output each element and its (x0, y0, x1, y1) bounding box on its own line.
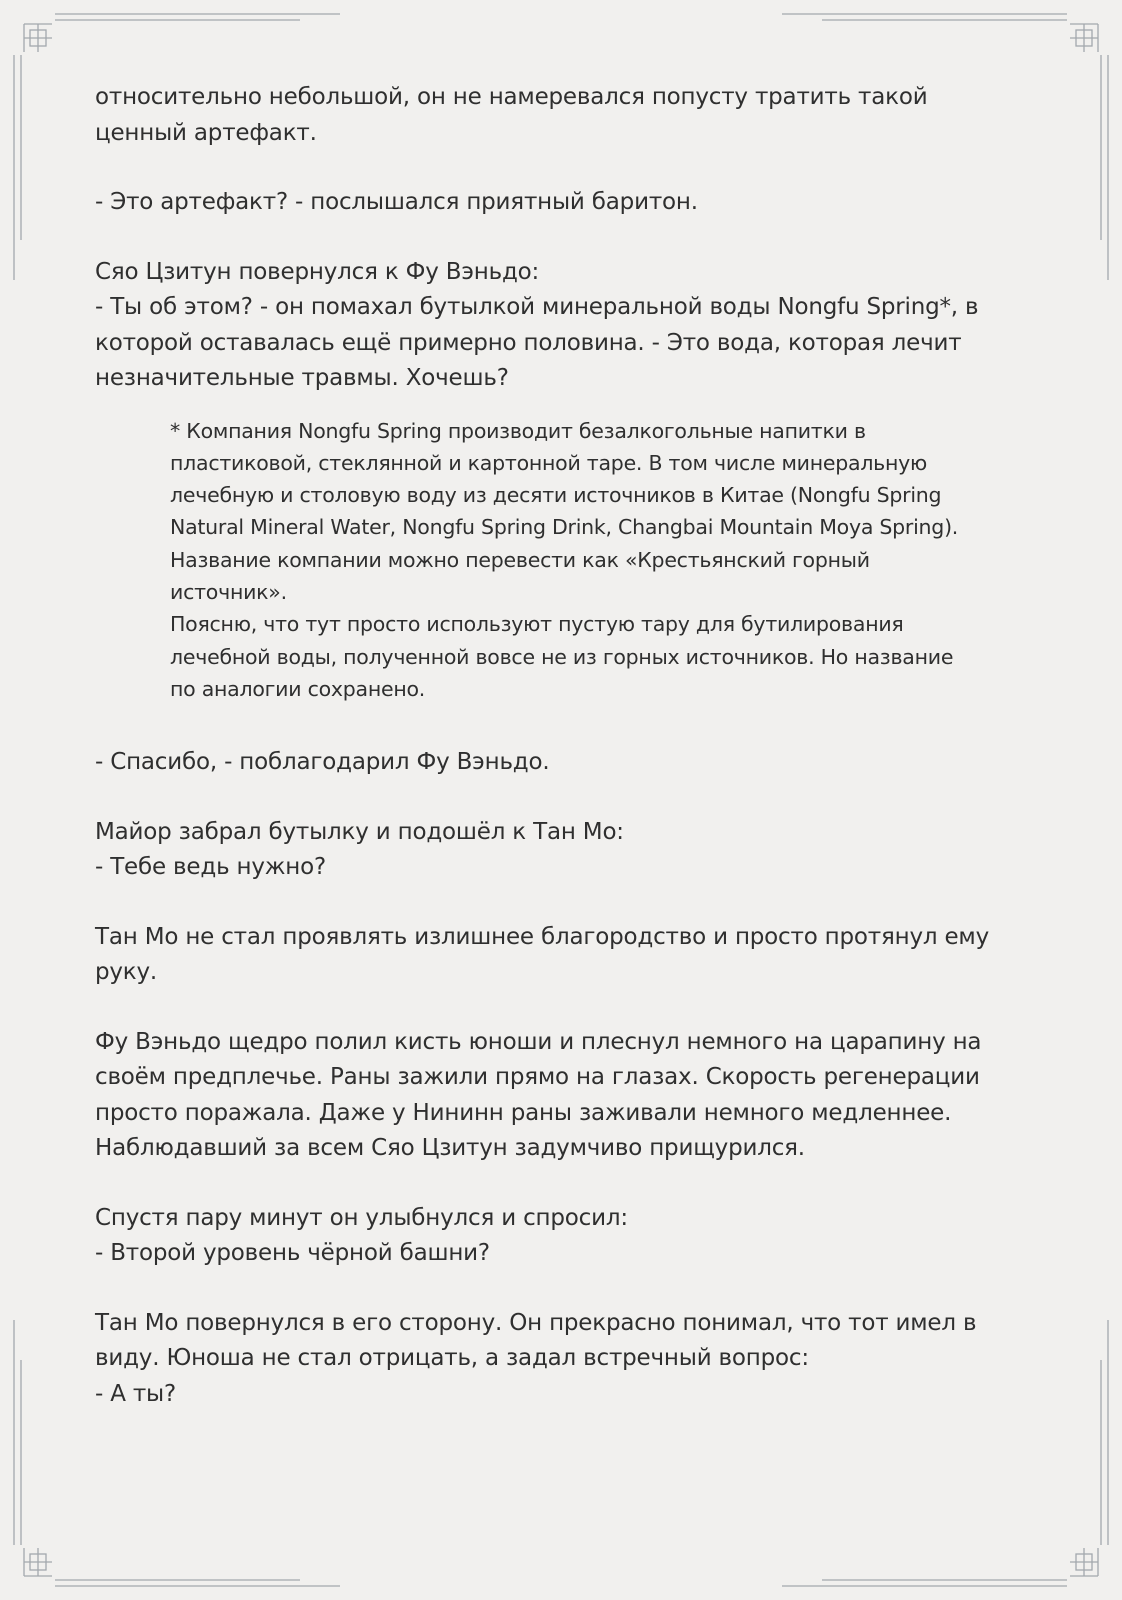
text-line: которой оставалась ещё примерно половина. - Это вода, которая лечит (95, 329, 962, 356)
text-line: незначительные травмы. Хочешь? (95, 365, 509, 391)
footnote-line: Поясню, что тут просто используют пустую тару для бутилирования (170, 612, 904, 637)
footnote-line: источник». (170, 579, 287, 604)
footnote (170, 415, 1035, 706)
text-line: - Спасибо, - поблагодарил Фу Вэньдо. (95, 749, 550, 776)
corner-ornament-bottom-right (1070, 1548, 1098, 1576)
text-line: - Тебе ведь нужно? (95, 854, 327, 881)
footnote-line: пластиковой, стеклянной и картонной таре. В том числе минеральную (170, 450, 928, 475)
paragraph (95, 255, 1035, 397)
corner-ornament-top-left (24, 24, 52, 52)
text-line: Наблюдавший за всем Сяо Цзитун задумчиво прищурился. (95, 1135, 805, 1162)
paragraph (95, 920, 1035, 991)
text-line: Сяо Цзитун повернулся к Фу Вэньдо: (95, 258, 540, 285)
text-line: руку. (95, 959, 158, 986)
document-body (95, 80, 1035, 1446)
text-line: - А ты? (95, 1380, 177, 1407)
text-line: своём предплечье. Раны зажили прямо на глазах. Скорость регенерации (95, 1064, 980, 1091)
paragraph (95, 745, 1035, 781)
corner-ornament-top-right (1070, 24, 1098, 52)
text-line: виду. Юноша не стал отрицать, а задал встречный вопрос: (95, 1345, 809, 1372)
footnote-line: * Компания Nongfu Spring производит безалкогольные напитки в (170, 418, 866, 443)
footnote-line: Название компании можно перевести как «Крестьянский горный (170, 547, 870, 572)
paragraph (95, 1306, 1035, 1413)
text-line: ценный артефакт. (95, 119, 317, 146)
footnote-line: Natural Mineral Water, Nongfu Spring Drink, Changbai Mountain Moya Spring). (170, 515, 959, 540)
paragraph (95, 1025, 1035, 1167)
text-line: Фу Вэньдо щедро полил кисть юноши и плеснул немного на царапину на (95, 1028, 982, 1055)
text-line: - Ты об этом? - он помахал бутылкой минеральной воды Nongfu Spring*, в (95, 294, 979, 320)
footnote-line: лечебную и столовую воду из десяти источников в Китае (Nongfu Spring (170, 483, 942, 508)
text-line: - Второй уровень чёрной башни? (95, 1240, 490, 1267)
paragraph (95, 1201, 1035, 1272)
footnote-line: лечебной воды, полученной вовсе не из горных источников. Но название (170, 644, 954, 669)
footnote-line: по аналогии сохранено. (170, 676, 426, 701)
text-line: Тан Мо повернулся в его сторону. Он прекрасно понимал, что тот имел в (95, 1309, 977, 1336)
text-line: Майор забрал бутылку и подошёл к Тан Мо: (95, 818, 624, 845)
text-line: Спустя пару минут он улыбнулся и спросил: (95, 1204, 628, 1231)
text-line: просто поражала. Даже у Нининн раны заживали немного медленнее. (95, 1099, 952, 1126)
paragraph (95, 80, 1035, 151)
corner-ornament-bottom-left (24, 1548, 52, 1576)
paragraph (95, 815, 1035, 886)
text-line: относительно небольшой, он не намеревался попусту тратить такой (95, 84, 928, 110)
paragraph (95, 185, 1035, 221)
text-line: Тан Мо не стал проявлять излишнее благородство и просто протянул ему (95, 923, 989, 950)
text-line: - Это артефакт? - послышался приятный баритон. (95, 189, 698, 215)
